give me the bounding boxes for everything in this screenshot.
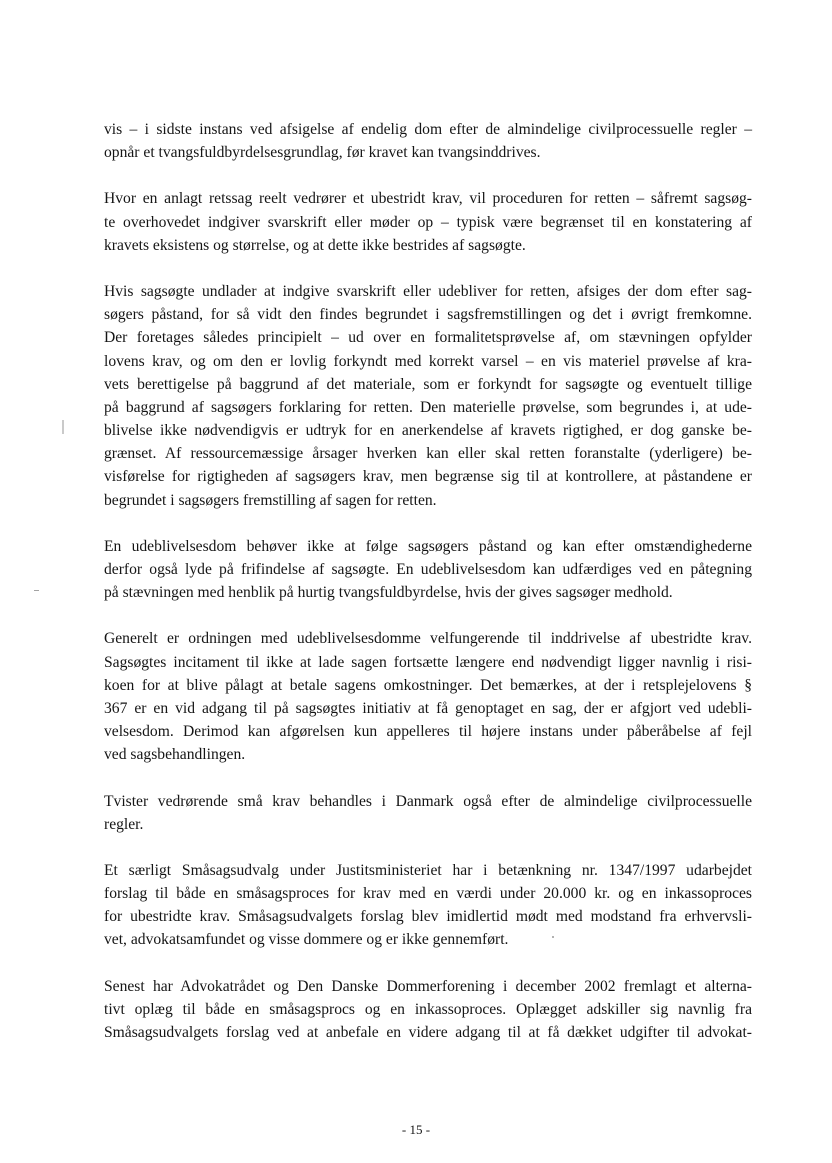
text-line: koen for at blive pålagt at betale sagens omkostninger. Det bemærkes, at der i retsplejelovens § (104, 676, 752, 694)
text-line: visførelse for rigtigheden af sagsøgers krav, men begrænse sig til at kontrollere, at påstandene er (104, 468, 752, 486)
text-line: 367 er en vid adgang til på sagsøgtes initiativ at få genoptaget en sag, der er afgjort ved udebli- (104, 699, 752, 717)
text-line: ved sagsbehandlingen. (104, 746, 246, 764)
text-line: tivt oplæg til både en småsagsprocs og en inkassoproces. Oplægget adskiller sig navnlig fra (104, 1000, 752, 1018)
paragraph (104, 280, 752, 512)
paragraph (104, 118, 752, 164)
text-line: på stævningen med henblik på hurtig tvangsfuldbyrdelse, hvis der gives sagsøger medhold. (104, 584, 673, 602)
text-line: for ubestridte krav. Småsagsudvalgets forslag blev imidlertid mødt med modstand fra erhvervsli- (104, 908, 752, 926)
text-line: Der foretages således principielt – ud over en formalitetsprøvelse af, om stævningen opfylder (104, 329, 752, 347)
text-line: En udeblivelsesdom behøver ikke at følge sagsøgers påstand og kan efter omstændighederne (104, 537, 752, 555)
text-line: blivelse ikke nødvendigvis er udtryk for en anerkendelse af kravets rigtighed, er dog ganske be- (104, 422, 752, 440)
text-line: grænset. Af ressourcemæssige årsager hverken kan eller skal retten foranstalte (yderligere) be- (104, 445, 752, 463)
scan-speck (552, 936, 554, 938)
text-line: vets berettigelse på baggrund af det materiale, som er forkyndt for sagsøgte og eventuelt tillige (104, 375, 752, 393)
scan-speck (34, 590, 39, 591)
text-line: Tvister vedrørende små krav behandles i Danmark også efter de almindelige civilprocessuelle (104, 792, 752, 810)
text-line: te overhovedet indgiver svarskrift eller møder op – typisk være begrænset til en konstatering af (104, 213, 752, 231)
text-line: opnår et tvangsfuldbyrdelsesgrundlag, før kravet kan tvangsinddrives. (104, 144, 541, 162)
text-line: kravets eksistens og størrelse, og at dette ikke bestrides af sagsøgte. (104, 236, 526, 254)
text-line: velsesdom. Derimod kan afgørelsen kun appelleres til højere instans under påberåbelse af fejl (104, 723, 752, 741)
text-line: derfor også lyde på frifindelse af sagsøgte. En udeblivelsesdom kan udfærdiges ved en påtegning (104, 561, 752, 578)
paragraph (104, 535, 752, 605)
paragraph (104, 859, 752, 952)
paragraph (104, 975, 752, 1045)
text-line: Hvis sagsøgte undlader at indgive svarskrift eller udebliver for retten, afsiges der dom efter sag- (104, 282, 752, 300)
text-line: forslag til både en småsagsproces for krav med en værdi under 20.000 kr. og en inkassoproces (104, 885, 752, 903)
page-number: - 15 - (401, 1122, 431, 1137)
text-line: vis – i sidste instans ved afsigelse af endelig dom efter de almindelige civilprocessuelle regler – (104, 121, 752, 138)
text-line: søgers påstand, for så vidt den findes begrundet i sagsfremstillingen og det i øvrigt fremkomne. (104, 306, 752, 324)
text-line: begrundet i sagsøgers fremstilling af sagen for retten. (104, 491, 437, 509)
scan-speck (62, 420, 64, 434)
body-text (104, 118, 752, 1067)
text-line: på baggrund af sagsøgers forklaring for retten. Den materielle prøvelse, som begrundes i, at ude- (104, 398, 752, 416)
text-line: Småsagsudvalgets forslag ved at anbefale en videre adgang til at få dækket udgifter til advokat- (104, 1024, 752, 1041)
paragraph (104, 187, 752, 257)
text-line: lovens krav, og om den er lovlig forkyndt med korrekt varsel – en vis materiel prøvelse af kra- (104, 352, 752, 370)
text-line: Sagsøgtes incitament til ikke at lade sagen fortsætte længere end nødvendigt ligger navnlig i risi- (104, 653, 752, 671)
text-line: Generelt er ordningen med udeblivelsesdomme velfungerende til inddrivelse af ubestridte krav. (104, 630, 752, 648)
text-line: Hvor en anlagt retssag reelt vedrører et ubestridt krav, vil proceduren for retten – såfremt sagsøg- (104, 190, 752, 208)
text-line: vet, advokatsamfundet og visse dommere og er ikke gennemført. (104, 931, 509, 949)
paragraph (104, 627, 752, 766)
paragraph (104, 790, 752, 836)
text-line: Et særligt Småsagsudvalg under Justitsministeriet har i betænkning nr. 1347/1997 udarbejdet (104, 861, 752, 879)
text-line: Senest har Advokatrådet og Den Danske Dommerforening i december 2002 fremlagt et alterna- (104, 977, 752, 995)
text-line: regler. (104, 815, 144, 833)
